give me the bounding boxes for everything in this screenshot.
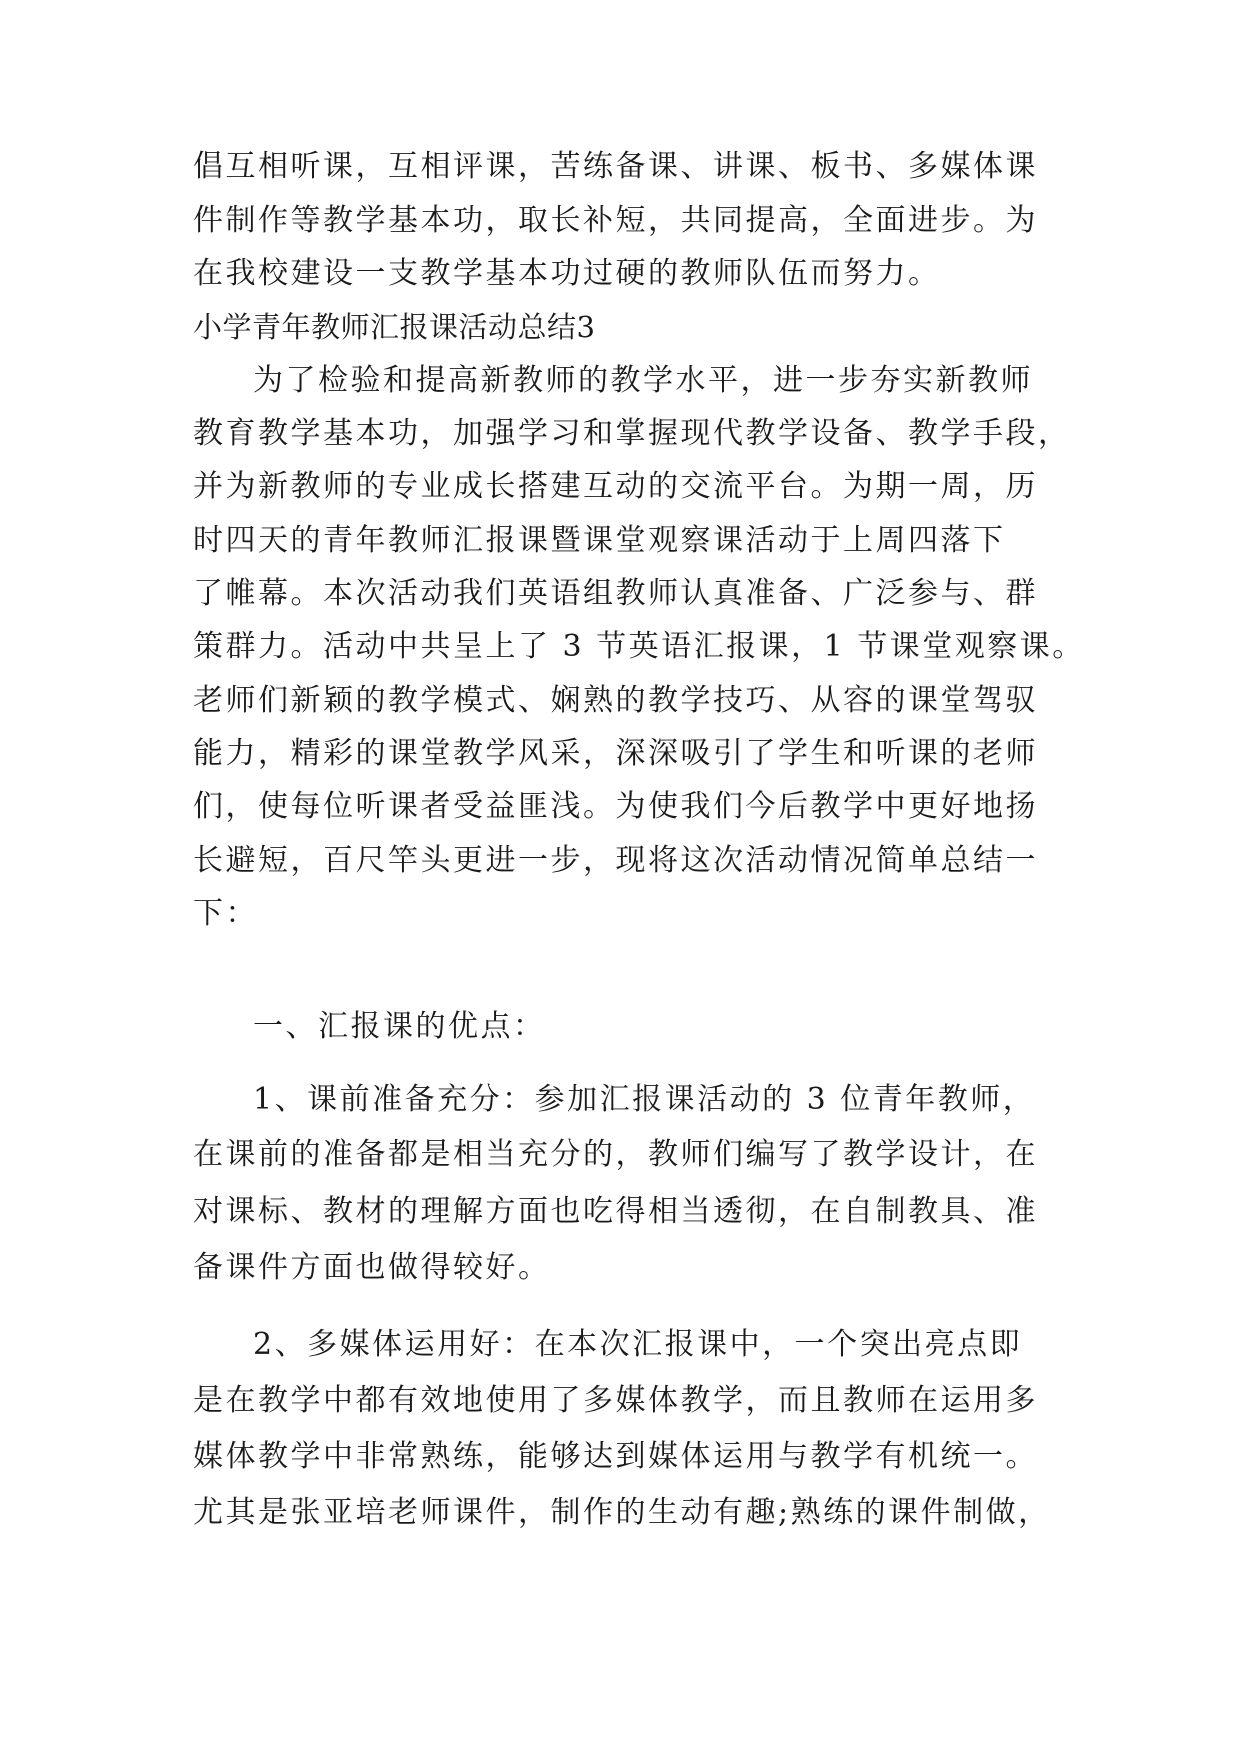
- paragraph-line: 长避短，百尺竿头更进一步，现将这次活动情况简单总结一: [193, 843, 1038, 878]
- paragraph-line: 2、多媒体运用好：在本次汇报课中，一个突出亮点即: [253, 1327, 1023, 1362]
- paragraph-line: 媒体教学中非常熟练，能够达到媒体运用与教学有机统一。: [193, 1439, 1038, 1474]
- paragraph-line: 老师们新颖的教学模式、娴熟的教学技巧、从容的课堂驾驭: [193, 683, 1038, 718]
- paragraph-line: 对课标、教材的理解方面也吃得相当透彻，在自制教具、准: [193, 1194, 1038, 1229]
- paragraph-line: 件制作等教学基本功，取长补短，共同提高，全面进步。为: [193, 203, 1038, 238]
- paragraph-line: 是在教学中都有效地使用了多媒体教学，而且教师在运用多: [193, 1383, 1038, 1418]
- paragraph-line: 教育教学基本功，加强学习和掌握现代教学设备、教学手段，: [193, 416, 1071, 451]
- paragraph-line: 在我校建设一支教学基本功过硬的教师队伍而努力。: [193, 256, 941, 291]
- paragraph-line: 们，使每位听课者受益匪浅。为使我们今后教学中更好地扬: [193, 789, 1038, 824]
- paragraph-line: 了帷幕。本次活动我们英语组教师认真准备、广泛参与、群: [193, 576, 1038, 611]
- section-title: 小学青年教师汇报课活动总结3: [193, 310, 596, 344]
- paragraph-line: 尤其是张亚培老师课件，制作的生动有趣;熟练的课件制做，: [193, 1495, 1051, 1530]
- paragraph-line: 为了检验和提高新教师的教学水平，进一步夯实新教师: [253, 363, 1033, 398]
- paragraph-line: 并为新教师的专业成长搭建互动的交流平台。为期一周，历: [193, 469, 1038, 504]
- paragraph-line: 时四天的青年教师汇报课暨课堂观察课活动于上周四落下: [193, 523, 1006, 558]
- paragraph-line: 在课前的准备都是相当充分的，教师们编写了教学设计，在: [193, 1137, 1038, 1172]
- paragraph-line: 策群力。活动中共呈上了 3 节英语汇报课，1 节课堂观察课。: [193, 629, 1085, 664]
- subheading: 一、汇报课的优点：: [253, 1009, 546, 1044]
- paragraph-line: 能力，精彩的课堂教学风采，深深吸引了学生和听课的老师: [193, 736, 1038, 771]
- paragraph-line: 备课件方面也做得较好。: [193, 1250, 551, 1285]
- paragraph-line: 1、课前准备充分：参加汇报课活动的 3 位青年教师，: [253, 1082, 1036, 1117]
- paragraph-line: 下：: [193, 896, 258, 931]
- paragraph-line: 倡互相听课，互相评课，苦练备课、讲课、板书、多媒体课: [193, 149, 1038, 184]
